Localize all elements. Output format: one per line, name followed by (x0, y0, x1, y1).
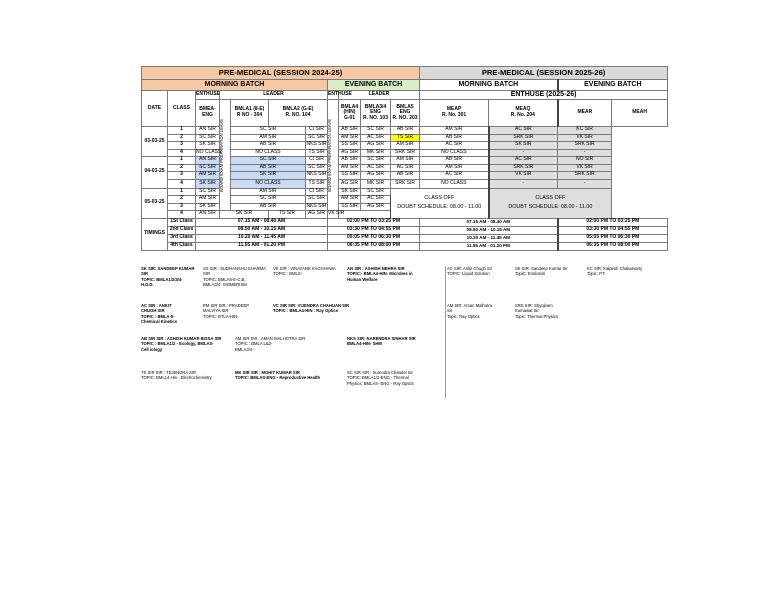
table-row: 2 SC SIR AB SIR SC SIR AM SIR AC SIR AC SIR AM SIR SRK SIR VK SIR (142, 164, 668, 172)
col-bmla4: BMLA4 (HIN) G-01 (339, 100, 361, 127)
table-row: 2 AM SIR SC SIR SC SIR AM SIR AC SIR (142, 196, 668, 204)
class-header: CLASS (168, 91, 196, 127)
note-ab: AB SIR SIR : ASHISH KUMAR BISSA SIR TOPIC : BMLA1/2 - Ecology, BMLAS- Cell iology (141, 336, 222, 352)
note-am: AM SIR SIR : AMAN MALHOTRA SIR TOPIC : BMLA L&2- BMLA3/4- (235, 336, 306, 352)
evening-enthuse-header: ENTHUSE (328, 91, 339, 100)
note-mk: MK SIR SIR : MOHIT KUMAR SIR TOPIC: BMLAS-ENG - Reproductive Health (235, 370, 321, 381)
date-cell: 04-03-25 (142, 157, 168, 189)
timetable (141, 66, 668, 251)
left-evening-batch: EVENING BATCH (328, 80, 420, 91)
col-bmla5: BMLA5 ENG R. NO. 203 (391, 100, 420, 127)
note-sk: SK SIR: SANDEEP KUMAR SIR TOPIC: BMLA1/2/3/4- H.D.D. (141, 266, 195, 288)
class-off-morning: CLASS OFF DOUBT SCHEDULE: 08.00 - 11.00 (391, 188, 489, 218)
right-title: PRE-MEDICAL (SESSION 2025-26) (420, 67, 668, 80)
col-bmea-eng: BMEA- ENG (196, 100, 220, 127)
leave-note-morning: BOARD EXAM PREPARATION LEAVE (220, 100, 231, 211)
evening-leader-header: LEADER (339, 91, 420, 100)
note-sc: SC SIR SIR : Surendra Chandel Sir TOPIC: BMLA1/2-ENG - Thermal Physics, BMLAS- ENG - Ray Optics (347, 370, 414, 386)
left-morning-batch: MORNING BATCH (142, 80, 328, 91)
note-right-srk: SRK SIR: Shyojiram Kumawat Sir Topic: Thermal Physics (515, 303, 558, 319)
timetable-sheet (141, 66, 667, 251)
timing-row: 2nd Class 08.50 AM - 10.15 AM 03:30 PM TO 04:55 PM 08.50 AM - 10.15 AM 03:30 PM TO 04:55 PM (142, 226, 668, 234)
table-row: 4 SK SIR NO CLASS TS SIR AG SIR MK SIR SRK SIR NO CLASS - - (142, 179, 668, 188)
table-row: 3 SK SIR AB SIR NKS SIR SS SIR AG SIR AM SIR AC SIR SK SIR SRK SIR (142, 142, 668, 150)
right-evening-batch: EVENING BATCH (558, 80, 668, 91)
col-bmla34: BMLA3/4 ENG R. NO. 103 (361, 100, 391, 127)
col-bmla2: BMLA2 (G-E) R. NO. 104 (269, 100, 328, 127)
right-morning-batch: MORNING BATCH (420, 80, 558, 91)
col-bmla1: BMLA1 (8-E) R NO - 304 (231, 100, 269, 127)
table-row: 05-03-25 1 SC SIR AM SIR CI SIR SK SIR SC SIR CLASS OFF DOUBT SCHEDULE: 08.00 - 11.00 CLASS OFF DOUBT SCHEDULE: 08.00 - 11.00 (142, 188, 668, 196)
note-right-sk: SK SIR: Sandeep Kumar Sir TopiC: Evolution (515, 266, 568, 277)
col-meaq: MEAQ R. No. 204 (489, 100, 558, 127)
note-right-ac: AC SIR: Ankit Chugh Sir TOPIC: Liquid Solution (447, 266, 493, 277)
table-row: 2 SC SIR AM SIR SC SIR AM SIR AC SIR TS SIR AB SIR SRK SIR VK SIR (142, 134, 668, 142)
timings-label: TIMINGS (142, 218, 168, 250)
table-row: 03-03-25 1 AN SIR SC SIR CI SIR AB SIR SC SIR AB SIR AM SIR AC SIR KC SIR (142, 127, 668, 135)
timing-row: TIMINGS 1St Class 07.15 AM - 08.40 AM 02:00 PM TO 03:25 PM 07.15 AM - 08.40 AM 02:00 PM TO 03:25 PM (142, 218, 668, 226)
note-ss: SS SIR : SUDHANSHU SHARMA SIR TOPIC: BMLA5-E-C.B, BMLA3/4- ISOMERISM (203, 266, 266, 288)
enthuse-header: ENTHUSE (196, 91, 220, 100)
note-ac: AC SIR : ANKIT CHUGH SIR TOPIC : BMLA-5- Chemical Kinetics (141, 303, 178, 325)
table-row: 3 AM SIR SK SIR NKS SIR SS SIR AG SIR AB SIR AC SIR VK SIR SRK SIR (142, 172, 668, 180)
timing-row: 4th Class 11.55 AM - 01.20 PM 06:35 PM TO 08:00 PM 11.55 AM - 01.20 PM 06:35 PM TO 08:00 PM (142, 242, 668, 250)
table-row: 4 AN SIR SK SIR TS SIR AG SIR VK SIR (142, 211, 668, 219)
note-right-kc: KC SIR: Kalpesh Chakarvarty Topic: P.T. (587, 266, 643, 277)
col-meap: MEAP R. No. 301 (420, 100, 489, 127)
col-meah: MEAH (612, 100, 668, 127)
table-row: 04-03-25 1 AN SIR SC SIR CI SIR AB SIR SC SIR AM SIR AB SIR AC SIR NO SIR (142, 157, 668, 165)
right-enthuse-header: ENTHUSE (2025-26) (420, 91, 668, 100)
left-title: PRE-MEDICAL (SESSION 2024-25) (142, 67, 420, 80)
note-vk: VK SIR : VINAYANK KACHHAWA TOPIC : BMLS- (273, 266, 336, 277)
table-row: 3 SK SIR AB SIR NKS SIR SS SIR AG SIR (142, 203, 668, 211)
note-pm: PM SIR SIR : PRADEEP MALVIYA SIR TOPIC: BTLA-HIN- (203, 303, 250, 319)
date-cell: 03-03-25 (142, 127, 168, 157)
teacher-notes (141, 266, 667, 398)
date-header: DATE (142, 91, 168, 127)
col-mear: MEAR (558, 100, 612, 127)
timing-row: 3rd Class 10.20 AM - 11.45 AM 05:05 PM TO 06:30 PM 10.20 AM - 11.45 AM 05:05 PM TO 06:30 PM (142, 234, 668, 242)
table-row: 4 NO CLASS NO CLASS TS SIR AG SIR MK SIR SRK SIR NO CLASS - - (142, 149, 668, 157)
class-off-evening: CLASS OFF DOUBT SCHEDULE: 08.00 - 11.00 (489, 188, 612, 218)
leave-note-evening: BOARD EXAM PREPARATION LEAVE (328, 100, 339, 211)
note-right-am: AM SIR: Aman Malhotra Sir Topic: Ray Optics (447, 303, 492, 319)
note-an: AN SIR : ASHISH NEHRA SIR TOPIC:- BMLA4-HIN- Microbes in Human Welfare (347, 266, 413, 282)
note-ts: TS SIR SIR : TEJENDRA SIR TOPIC: BML14-Hin - Electrochemistry (141, 370, 212, 381)
date-cell: 05-03-25 (142, 188, 168, 218)
leader-header: LEADER (220, 91, 328, 100)
note-nks: NKS SIR: NARENDRA SINHAR SIR BMLA4-HIN- SHM (347, 336, 416, 347)
note-vc: VC SIR SIR: VIJENDRA CHAHUAN SIR TOPIC : BMLA4-HIN : Ray Optics (273, 303, 350, 314)
